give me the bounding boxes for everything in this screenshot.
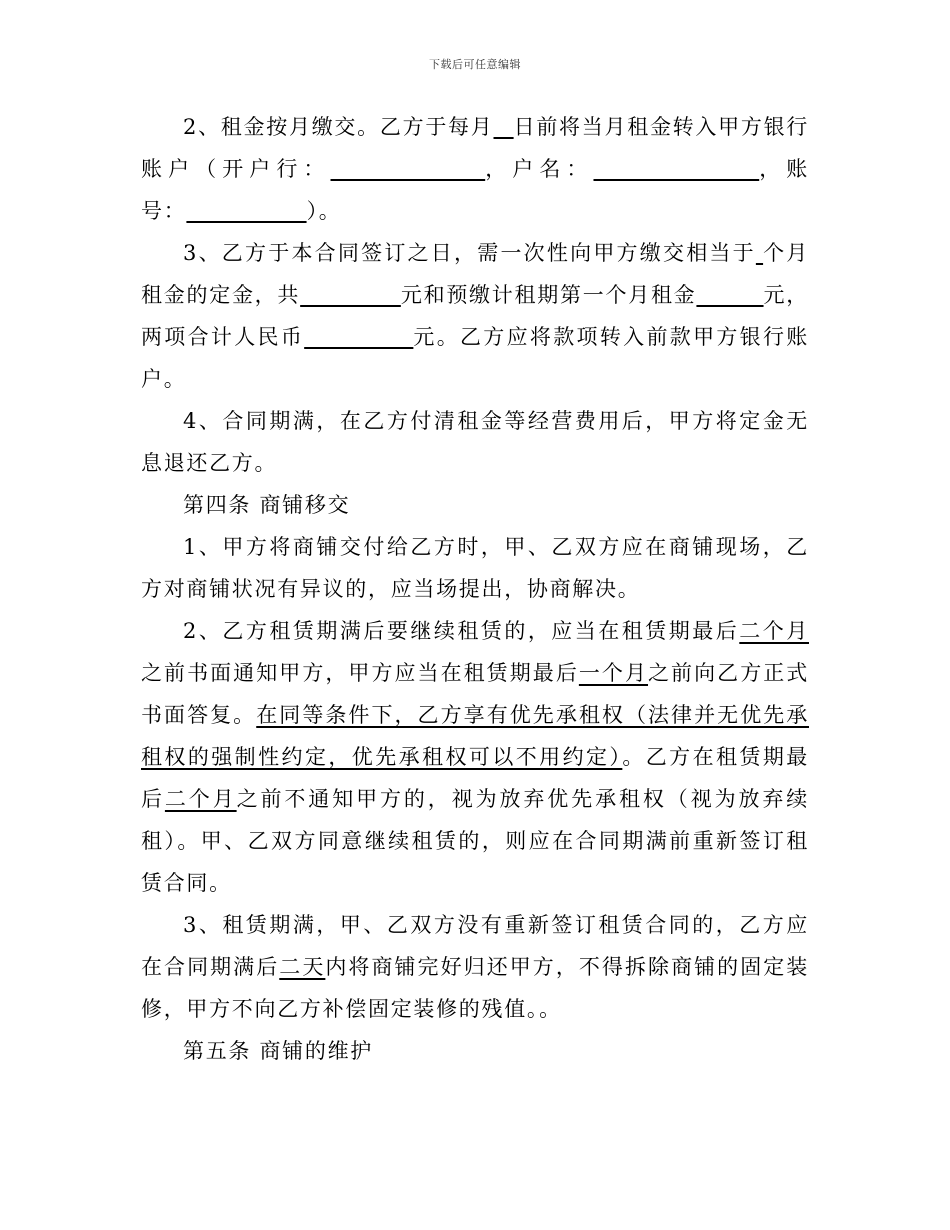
article-5-heading: 第五条 商铺的维护	[183, 1039, 373, 1063]
document-body	[141, 106, 809, 1072]
text-run: 之前向乙方正式书面答复。	[141, 661, 809, 727]
clause-handover: 1、甲方将商铺交付给乙方时，甲、乙双方应在商铺现场，乙方对商铺状况有异议的，应当场提出，协商解决。	[141, 535, 809, 601]
blank-field-account-number	[186, 199, 306, 223]
clause-lease-expiry	[141, 904, 809, 1030]
blank-field-account-name	[593, 157, 759, 181]
text-run: ，账号：	[141, 157, 809, 223]
text-run: 日前将当月租金转入甲方银行账户（开户行：	[141, 115, 809, 181]
underlined-term: 在同等条件下，乙方享有优先承租权（法律并无优先承租权的强制性约定，优先承租权可以不用约定）	[141, 703, 809, 769]
text-run: ）。	[306, 199, 342, 223]
blank-field-day	[494, 115, 514, 139]
text-run: 。乙方在租赁期最后	[141, 745, 809, 811]
blank-field-bank	[331, 157, 486, 181]
text-run: 2、乙方租赁期满后要继续租赁的，应当在租赁期最后	[183, 619, 740, 643]
clause-deposit	[141, 232, 809, 400]
text-run: 2、租金按月缴交。乙方于每月	[183, 115, 494, 139]
blank-field-first-month	[696, 283, 763, 307]
text-run: 之前书面通知甲方，甲方应当在租赁期最后	[141, 661, 579, 685]
blank-field-deposit-amount	[300, 283, 401, 307]
text-run: 3、租赁期满，甲、乙双方没有重新签订租赁合同的，乙方应在合同期满后	[141, 913, 809, 979]
text-run: ，户名：	[485, 157, 594, 181]
clause-rent-payment	[141, 106, 809, 232]
text-run: 内将商铺完好归还甲方，不得拆除商铺的固定装修，甲方不向乙方补偿固定装修的残值。。	[141, 955, 809, 1021]
text-run: 之前不通知甲方的，视为放弃优先承租权（视为放弃续租）。甲、乙双方同意继续租赁的，则应在合同期满前重新签订租赁合同。	[141, 787, 809, 895]
text-run: 个月租金的定金，共	[141, 241, 809, 307]
text-run: 元。乙方应将款项转入前款甲方银行账户。	[141, 325, 809, 391]
underlined-term: 二天	[279, 955, 326, 979]
text-run: 元和预缴计租期第一个月租金	[400, 283, 697, 307]
underlined-term: 二个月	[164, 787, 237, 811]
blank-field-total	[304, 325, 413, 349]
underlined-term: 二个月	[739, 619, 809, 643]
blank-field-months	[756, 241, 763, 265]
clause-lease-renewal	[141, 610, 809, 904]
clause-deposit-refund: 4、合同期满，在乙方付清租金等经营费用后，甲方将定金无息退还乙方。	[141, 409, 809, 475]
text-run: 元，两项合计人民币	[141, 283, 809, 349]
underlined-term: 一个月	[578, 661, 649, 685]
page-header-note: 下载后可任意编辑	[429, 58, 521, 71]
text-run: 3、乙方于本合同签订之日，需一次性向甲方缴交相当于	[183, 241, 756, 265]
article-4-heading: 第四条 商铺移交	[183, 493, 351, 517]
